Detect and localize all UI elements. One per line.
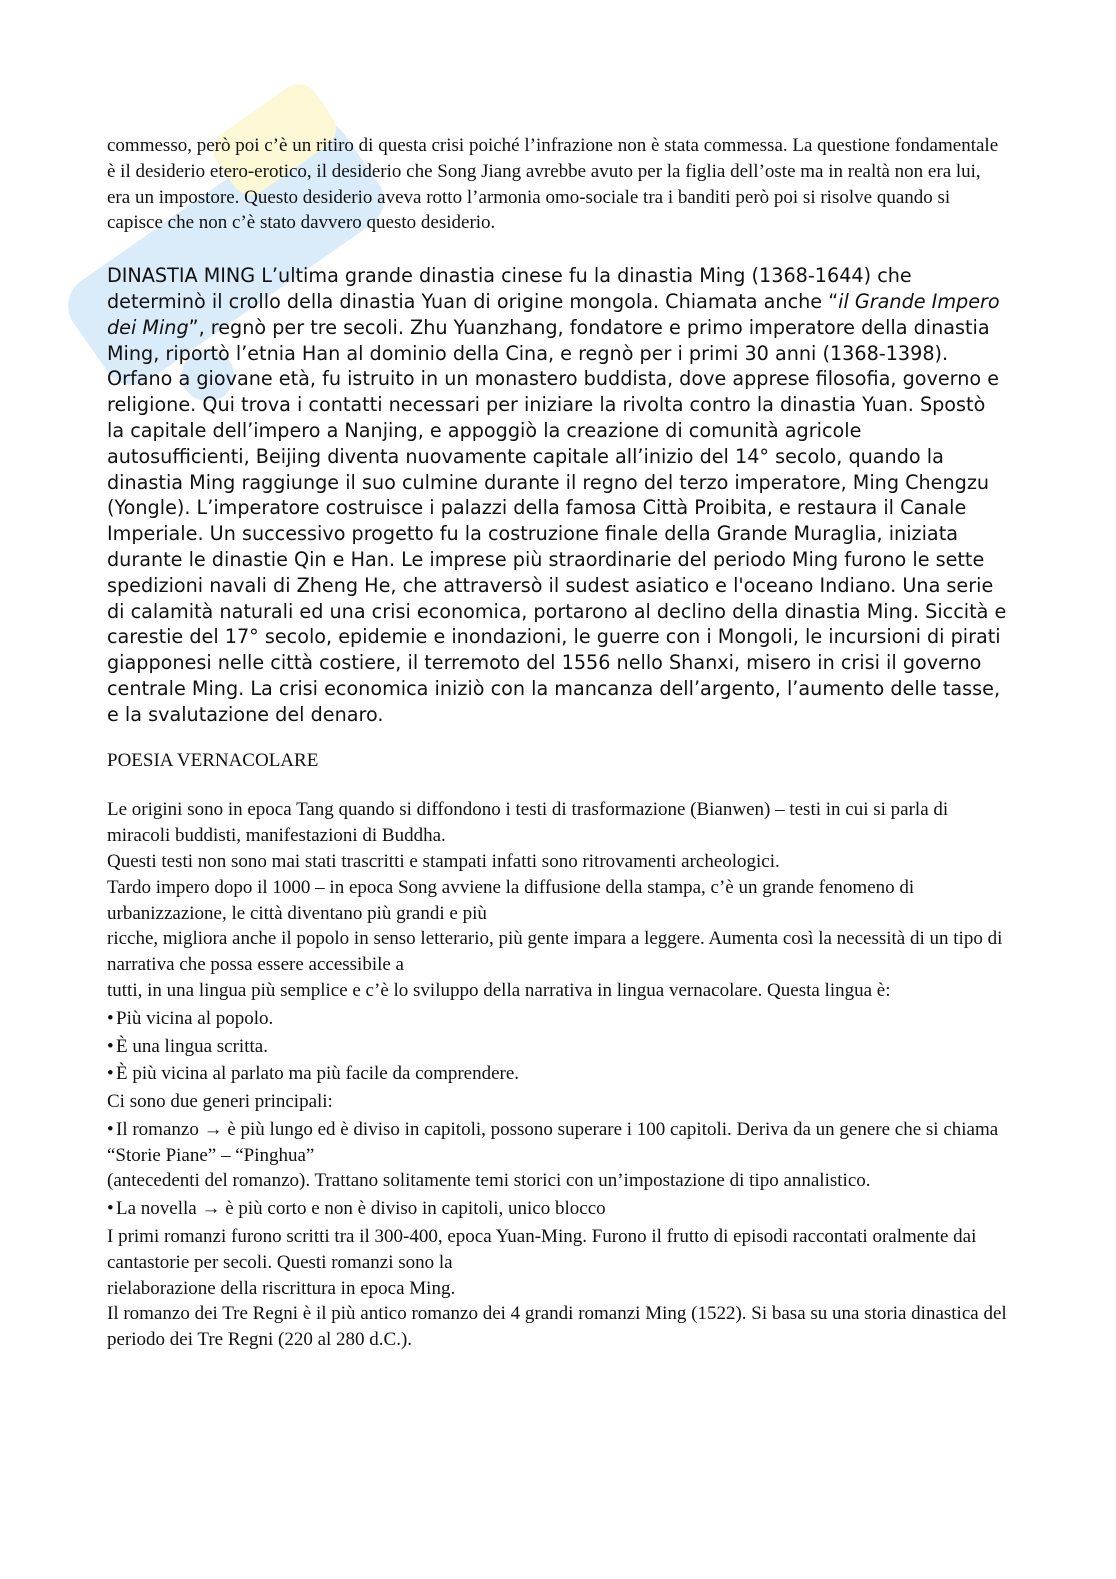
primi-romanzi-paragraph-a: I primi romanzi furono scritti tra il 300-400, epoca Yuan-Ming. Furono il frutto di episodi raccontati oralmente dai cantastorie per secoli. Questi romanzi sono la bbox=[107, 1226, 977, 1273]
primi-romanzi-paragraph-b: rielaborazione della riscrittura in epoca Ming. bbox=[107, 1277, 456, 1299]
bullet-dot-icon: • bbox=[107, 1198, 114, 1220]
bullet-dot-icon: • bbox=[107, 1007, 114, 1029]
ming-dynasty-paragraph bbox=[107, 263, 1007, 727]
bullet-item bbox=[107, 1006, 1007, 1032]
ming-text-part2: ”, regnò per tre secoli. Zhu Yuanzhang, fondatore e primo imperatore della dinastia Ming, riportò l’etnia Han al dominio della Cina, e regnò per i primi 30 anni (1368-1398). Orfano a giovane età, fu istruito in un monastero buddista, dove apprese filosofia, governo e religione. Qui trova i contatti necessari per iniziare la rivolta contro la dinastia Yuan. Spostò la capitale dell’impero a Nanjing, e appoggiò la creazione di comunità agricole autosufficienti, Beijing diventa nuovamente capitale all’inizio del 14° secolo, quando la dinastia Ming raggiunge il suo culmine durante il regno del terzo imperatore, Ming Chengzu (Yongle). L’imperatore costruisce i palazzi della famosa Città Proibita, e restaura il Canale Imperiale. Un successivo progetto fu la costruzione finale della Grande Muraglia, iniziata durante le dinastie Qin e Han. Le imprese più straordinarie del periodo Ming furono le sette spedizioni navali di Zheng He, che attraversò il sudest asiatico e l'oceano Indiano. Una serie di calamità naturali ed una crisi economica, portarono al declino della dinastia Ming. Siccità e carestie del 17° secolo, epidemie e inondazioni, le guerre con i Mongoli, le incursioni di pirati giapponesi nelle città costiere, il terremoto del 1556 nello Shanxi, misero in crisi il governo centrale Ming. La crisi economica iniziò con la mancanza dell’argento, l’aumento delle tasse, e la svalutazione del denaro. bbox=[107, 315, 1007, 726]
ming-italic-title: il Grande Impero dei Ming bbox=[107, 289, 1000, 339]
document-page bbox=[107, 133, 1007, 1353]
bullet-text: Più vicina al popolo. bbox=[116, 1007, 274, 1029]
origini-paragraph-3c: tutti, in una lingua più semplice e c’è lo sviluppo della narrativa in lingua vernacolare. Questa lingua è: bbox=[107, 979, 891, 1001]
bullet-item bbox=[107, 1061, 1007, 1087]
bullet-dot-icon: • bbox=[107, 1118, 114, 1140]
tre-regni-paragraph: Il romanzo dei Tre Regni è il più antico romanzo dei 4 grandi romanzi Ming (1522). Si basa su una storia dinastica del periodo dei Tre Regni (220 al 280 d.C.). bbox=[107, 1303, 1007, 1351]
bullet-dot-icon: • bbox=[107, 1063, 114, 1085]
origini-paragraph-3a: Tardo impero dopo il 1000 – in epoca Song avviene la diffusione della stampa, c’è un grande fenomeno di urbanizzazione, le città diventano più grandi e più bbox=[107, 876, 915, 924]
bullet-dot-icon: • bbox=[107, 1035, 114, 1057]
origini-paragraph-2: Questi testi non sono mai stati trascritti e stampati infatti sono ritrovamenti archeologici. bbox=[107, 850, 780, 872]
intro-continuation-paragraph: commesso, però poi c’è un ritiro di questa crisi poiché l’infrazione non è stata commessa. La questione fondamentale è il desiderio etero-erotico, il desiderio che Song Jiang avrebbe avuto per la figlia dell’oste ma in realtà non era lui, era un impostore. Questo desiderio aveva rotto l’armonia omo-sociale tra i banditi però poi si risolve quando si capisce che non c’è stato davvero questo desiderio. bbox=[107, 135, 999, 234]
romanzo-bullet bbox=[107, 1117, 1007, 1169]
bullet-item bbox=[107, 1034, 1007, 1060]
bullet-text: Il romanzo → è più lungo ed è diviso in capitoli, possono superare i 100 capitoli. Deriva da un genere che si chiama “Storie Piane” – “Pinghua” bbox=[107, 1118, 999, 1166]
origini-paragraph-1: Le origini sono in epoca Tang quando si diffondono i testi di trasformazione (Bianwen) – testi in cui si parla di miracoli buddisti, manifestazioni di Buddha. bbox=[107, 799, 949, 847]
bullet-text: È una lingua scritta. bbox=[116, 1035, 268, 1057]
romanzo-continuation: (antecedenti del romanzo). Trattano solitamente temi storici con un’impostazione di tipo annalistico. bbox=[107, 1170, 871, 1192]
bullet-text: La novella → è più corto e non è diviso in capitoli, unico blocco bbox=[116, 1198, 606, 1220]
ming-text-part1: L’ultima grande dinastia cinese fu la dinastia Ming (1368-1644) che determinò il crollo della dinastia Yuan di origine mongola. Chiamata anche “ bbox=[107, 264, 912, 313]
poesia-vernacolare-heading: POESIA VERNACOLARE bbox=[107, 749, 319, 771]
generi-intro: Ci sono due generi principali: bbox=[107, 1091, 333, 1113]
ming-heading: DINASTIA MING bbox=[107, 264, 256, 288]
novella-bullet bbox=[107, 1196, 1007, 1222]
origini-paragraph-3b: ricche, migliora anche il popolo in senso letterario, più gente impara a leggere. Aumenta così la necessità di un tipo di narrativa che possa essere accessibile a bbox=[107, 928, 1003, 976]
bullet-text: È più vicina al parlato ma più facile da comprendere. bbox=[116, 1063, 520, 1085]
